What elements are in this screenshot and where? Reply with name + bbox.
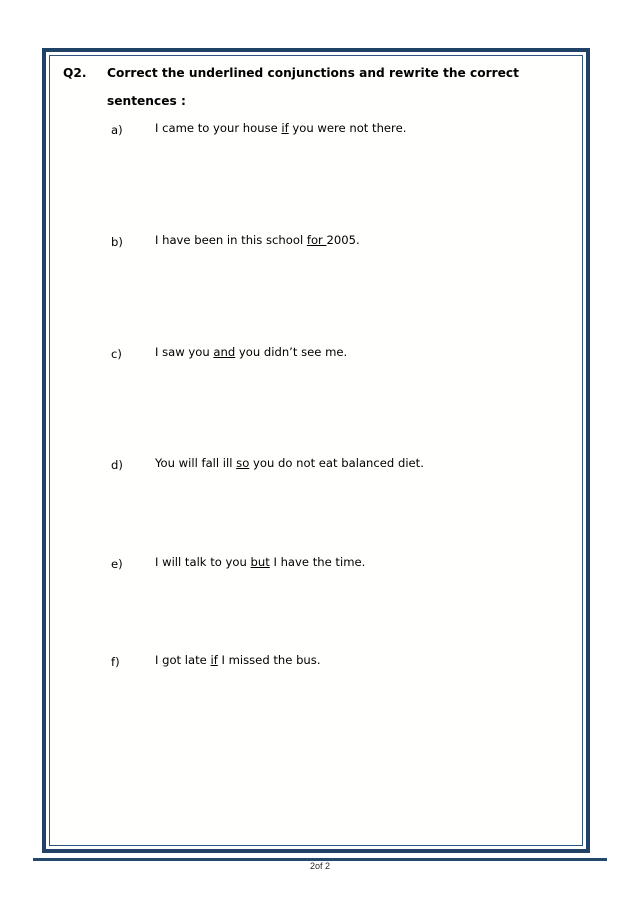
sentence-text-after: you do not eat balanced diet. [249, 456, 424, 471]
sentence-text-before: I will talk to you [155, 554, 251, 569]
sentence-text-before: You will fall ill [155, 456, 237, 471]
answer-line[interactable] [155, 623, 602, 624]
item-label-d: d) [111, 458, 123, 473]
sentence-text-before: I came to your house [155, 121, 282, 136]
sentence-text-after: I missed the bus. [217, 653, 321, 668]
question-items-list [63, 123, 576, 719]
answer-line[interactable] [155, 525, 602, 526]
sentence-text-after: you were not there. [288, 121, 407, 136]
question-item-c [111, 344, 576, 426]
item-sentence-c [155, 344, 576, 359]
item-label-f: f) [111, 655, 120, 670]
answer-line[interactable] [155, 313, 602, 314]
question-heading-line-2: sentences : [107, 94, 186, 109]
answer-line[interactable] [155, 201, 602, 202]
answer-line[interactable] [155, 599, 602, 600]
answer-line[interactable] [155, 167, 602, 168]
question-item-a [111, 123, 576, 202]
question-item-e [111, 554, 576, 625]
answer-area-f [155, 693, 576, 719]
question-item-b [111, 235, 576, 314]
sentence-text-after: you didn’t see me. [235, 344, 348, 359]
underlined-conjunction: if [281, 121, 289, 136]
page-border-outer [42, 48, 590, 853]
item-label-c: c) [111, 346, 122, 361]
question-heading [63, 67, 576, 107]
page-number-footer: 2of 2 [309, 861, 331, 871]
underlined-conjunction: and [213, 344, 236, 359]
underlined-conjunction: if [210, 653, 218, 668]
question-number: Q2. [63, 66, 87, 80]
item-sentence-b [155, 235, 576, 247]
sentence-text-before: I saw you [155, 344, 214, 359]
question-item-d [111, 458, 576, 526]
item-label-b: b) [111, 235, 123, 249]
underlined-conjunction: but [250, 554, 270, 569]
sentence-text-before: I have been in this school [155, 233, 307, 247]
answer-line[interactable] [155, 501, 602, 502]
underlined-conjunction: so [236, 456, 250, 471]
item-label-a: a) [111, 123, 123, 138]
sentence-text-after: I have the time. [269, 554, 366, 569]
question-content [50, 56, 582, 845]
underlined-conjunction: for [306, 233, 327, 247]
answer-line[interactable] [155, 424, 602, 425]
page-border-inner [49, 55, 583, 846]
item-sentence-e [155, 554, 576, 569]
answer-line[interactable] [155, 693, 602, 694]
answer-area-a [155, 167, 576, 202]
answer-line[interactable] [155, 390, 602, 391]
answer-line[interactable] [155, 718, 602, 719]
answer-line[interactable] [155, 279, 602, 280]
answer-area-e [155, 599, 576, 624]
item-label-e: e) [111, 556, 123, 571]
question-heading-line-1: Correct the underlined conjunctions and rewrite the correct [107, 66, 519, 80]
answer-area-d [155, 501, 576, 526]
question-item-f [111, 655, 576, 719]
item-sentence-f [155, 655, 576, 667]
answer-area-c [155, 390, 576, 425]
sentence-text-before: I got late [155, 653, 211, 668]
answer-area-b [155, 279, 576, 314]
item-sentence-d [155, 458, 576, 470]
item-sentence-a [155, 123, 576, 135]
sentence-text-after: 2005. [326, 233, 360, 247]
